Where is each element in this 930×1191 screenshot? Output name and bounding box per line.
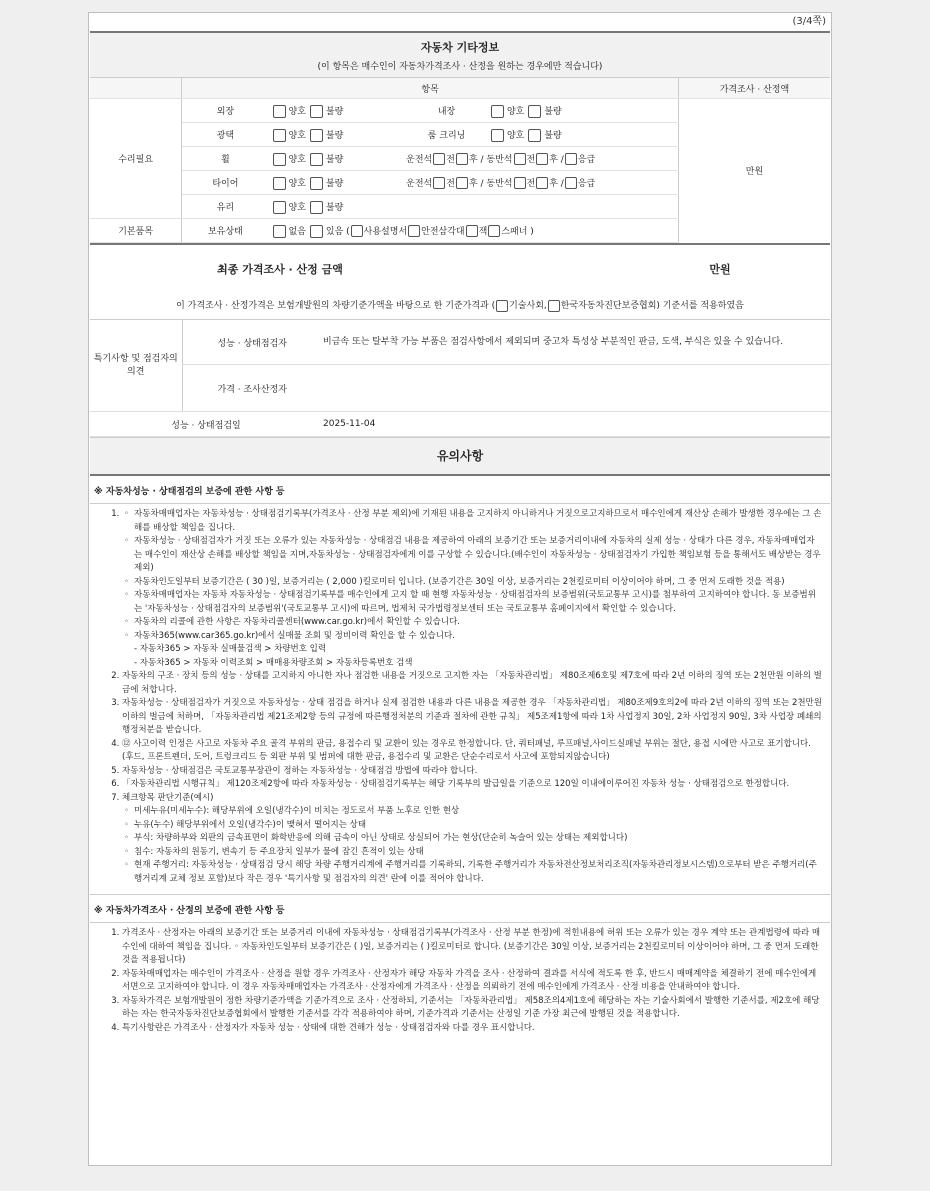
remarks-table (90, 320, 830, 437)
gloss-bad-checkbox[interactable] (310, 129, 323, 142)
wheel-bad-checkbox[interactable] (310, 153, 323, 166)
manual-checkbox[interactable] (351, 225, 363, 237)
remarks-label: 특기사항 및 점검자의 의견 (90, 320, 182, 412)
exterior-bad-checkbox[interactable] (310, 105, 323, 118)
notes-section1-list (90, 504, 830, 890)
final-basis-text: 이 가격조사 · 산정가격은 보험개발원의 차량기준가액을 바탕으로 한 기준가격과 ( 기술사회, 한국자동차진단보증협회) 기준서를 적용하였음 (90, 293, 830, 320)
notes-item-7: 7. 체크항목 판단기준(예시) ◦ 미세누유(미세누수): 해당부위에 오일(냉각수)이 비치는 정도로서 부품 노후로 인한 현상 ◦ 누유(누수) 해당부위에서 오일(냉각수)이 맺혀서 떨어지는 상태 ◦ 부식: 차량하부와 외판의 금속표면이 화학반응에 의해 금속이 아닌 상태로 상실되어 가는 현상(단순히 녹슬어 있는 상태는 제외합니다) ◦ 침수: 자동차의 원동기, 변속기 등 주요장치 일부가 물에 잠긴 흔적이 있는 상태 ◦ 현재 주행거리: 자동차성능 · 상태점검 당시 해당 차량 주행거리계에 주행거리를 기록하되, 기록한 주행거리가 자동차전산정보처리조직(자동차관리정보시스템)으로부터 받은 주행거리(주행거리계 교체 정보 포함)보다 작은 경우 '특기사항 및 점검자의 의견' 란에 이를 적어야 합니다. (122, 792, 822, 887)
final-price-section (90, 243, 830, 320)
final-price-unit: 만원 (709, 263, 731, 276)
notes-subitem: ◦ 부식: 차량하부와 외판의 금속표면이 화학반응에 의해 금속이 아닌 상태로 상실되어 가는 현상(단순히 녹슬어 있는 상태는 제외합니다) (122, 832, 822, 846)
glass-bad-checkbox[interactable] (310, 201, 323, 214)
room-cleaning-bad-checkbox[interactable] (528, 129, 541, 142)
wheel-passenger-front-checkbox[interactable] (514, 153, 526, 165)
row-label-interior: 내장 (406, 99, 487, 123)
notes-title: 유의사항 (90, 437, 830, 476)
notes-section2-item: 2. 자동차매매업자는 매수인이 가격조사 · 산정을 원할 경우 가격조사 · 산정자가 해당 자동차 가격을 조사 · 산정하여 결과를 서식에 적도록 한 후, 반드시 매매계약을 체결하기 전에 매수인에게 서면으로 고지하여야 합니다. 이 경우 자동차매매업자는 가격조사 · 산정자에게 가격조사 · 산정을 의뢰하기 전에 매수인에게 가격조사 · 산정 비용을 안내하여야 합니다. (122, 968, 822, 995)
wheel-driver-rear-checkbox[interactable] (456, 153, 468, 165)
interior-bad-checkbox[interactable] (528, 105, 541, 118)
wheel-good-checkbox[interactable] (273, 153, 286, 166)
wheel-driver-front-checkbox[interactable] (433, 153, 445, 165)
tire-driver-rear-checkbox[interactable] (456, 177, 468, 189)
gloss-good-checkbox[interactable] (273, 129, 286, 142)
tire-position-options: 운전석 전 후 / 동반석 전 후 / 응급 (406, 171, 678, 195)
notes-section2-list (90, 923, 830, 1039)
wheel-emergency-checkbox[interactable] (565, 153, 577, 165)
tire-bad-checkbox[interactable] (310, 177, 323, 190)
other-info-subtitle: (이 항목은 매수인이 자동차가격조사 · 산정을 원하는 경우에만 적습니다) (317, 62, 603, 72)
notes-item-5: 5. 자동차성능 · 상태점검은 국토교통부장관이 정하는 자동차성능 · 상태점검 방법에 따라야 합니다. (122, 765, 822, 779)
notes-item-1 (122, 508, 822, 670)
tire-driver-front-checkbox[interactable] (433, 177, 445, 189)
appraiser-label: 가격 · 조사산정자 (182, 365, 322, 412)
repair-needed-label: 수리필요 (90, 99, 182, 219)
row-label-room-cleaning: 룸 크리닝 (406, 123, 487, 147)
col-item-header: 항목 (182, 78, 679, 99)
notes-item-2: 2. 자동차의 구조 · 장치 등의 성능 · 상태를 고지하지 아니한 자나 점검한 내용을 거짓으로 고지한 자는 「자동차관리법」 제80조제6호및 제7호에 따라 2년 이하의 징역 또는 2천만원 이하의 벌금에 처합니다. (122, 670, 822, 697)
other-info-table: 항목 가격조사 · 산정액 수리필요 외장 양호 불량 내장 양호 불량 만원 광택 양호 불량 룸 크리닝 양호 불량 휠 양호 불량 운전석 전 후 / 동반석 전 후 / 응급 타이어 양호 불량 운전석 전 후 / 동반석 전 후 / 응급 유리 양호 불량 기본품목 보유상태 없음 있음 ( 사용설명서 안전삼각대 잭 스패너 ) (90, 78, 830, 243)
basic-items-label: 기본품목 (90, 219, 182, 243)
inspector-label: 성능 · 상태점검자 (182, 320, 322, 365)
row-label-wheel: 휠 (182, 147, 269, 171)
row-label-gloss: 광택 (182, 123, 269, 147)
inspection-date-value: 2025-11-04 (322, 412, 830, 437)
notes-section2-item: 3. 자동차가격은 보험개발원이 정한 차량기준가액을 기준가격으로 조사 · 산정하되, 기준서는 「자동차관리법」 제58조의4제1호에 해당하는 자는 기술사회에서 발행한 기준서를, 제2호에 해당하는 자는 한국자동차진단보증협회에서 발행한 기준서를 각각 적용하여야 하며, 기준가격과 기준서는 산정일 기준 가장 최근에 발행된 것을 적용합니다. (122, 995, 822, 1022)
appraiser-opinion (322, 365, 830, 412)
notes-section1-title: ※ 자동차성능 · 상태점검의 보증에 관한 사항 등 (90, 476, 830, 504)
possession-none-checkbox[interactable] (273, 225, 286, 238)
notes-item-3: 3. 자동차성능 · 상태점검자가 거짓으로 자동차성능 · 상태 점검을 하거나 실제 점검한 내용과 다른 내용을 제공한 경우 「자동차관리법」 제80조제9호의2에 따라 2년 이하의 징역 또는 2천만원 이하의 벌금에 처하며, 「자동차관리법 제21조제2항 등의 규정에 따른행정처분의 기준과 절차에 관한 규칙」 제5조제1항에 따라 1차 사업정지 30일, 2차 사업정지 90일, 3차 사업장 폐쇄의 행정처분을 받습니다. (122, 697, 822, 738)
notes-subitem: ◦ 현재 주행거리: 자동차성능 · 상태점검 당시 해당 차량 주행거리계에 주행거리를 기록하되, 기록한 주행거리가 자동차전산정보처리조직(자동차관리정보시스템)으로부터 받은 주행거리(주행거리계 교체 정보 포함)보다 작은 경우 '특기사항 및 점검자의 의견' 란에 이를 적어야 합니다. (122, 859, 822, 886)
notes-item-4: 4. ⑫ 사고이력 인정은 사고로 자동차 주요 골격 부위의 판금, 용접수리 및 교환이 있는 경우로 한정합니다. 단, 쿼터패널, 루프패널,사이드실패널 부위는 절단, 용접 시에만 사고로 표기합니다. (후드, 프론트펜더, 도어, 트렁크리드 등 외판 부위 및 범퍼에 대한 판금, 용접수리 및 교환은 단순수리로서 사고에 포함되지않습니다) (122, 738, 822, 765)
other-info-title: 자동차 기타정보 (420, 41, 500, 54)
wheel-passenger-rear-checkbox[interactable] (536, 153, 548, 165)
tire-good-checkbox[interactable] (273, 177, 286, 190)
notes-subitem: ◦ 자동차인도일부터 보증기간은 ( 30 )일, 보증거리는 ( 2,000 )킬로미터 입니다. (보증기간은 30일 이상, 보증거리는 2천킬로미터 이상이어야 하며, 그 중 먼저 도래한 것을 적용) (122, 576, 822, 590)
tire-passenger-front-checkbox[interactable] (514, 177, 526, 189)
notes-subitem: ◦ 누유(누수) 해당부위에서 오일(냉각수)이 맺혀서 떨어지는 상태 (122, 819, 822, 833)
wheel-position-options: 운전석 전 후 / 동반석 전 후 / 응급 (406, 147, 678, 171)
basis-association-checkbox[interactable] (548, 300, 560, 312)
room-cleaning-good-checkbox[interactable] (491, 129, 504, 142)
page-number: (3/4쪽) (792, 16, 826, 27)
triangle-checkbox[interactable] (408, 225, 420, 237)
price-unit: 만원 (745, 167, 764, 178)
possession-exists-checkbox[interactable] (310, 225, 323, 238)
inspection-sheet (88, 12, 832, 1166)
row-label-possession: 보유상태 (182, 219, 269, 243)
row-label-exterior: 외장 (182, 99, 269, 123)
possession-options: 없음 있음 ( 사용설명서 안전삼각대 잭 스패너 ) (269, 219, 679, 243)
inspector-opinion: 비금속 또는 탈부착 가능 부품은 점검사항에서 제외되며 중고차 특성상 부분적인 판금, 도색, 부식은 있을 수 있습니다. (322, 320, 830, 365)
row-label-glass: 유리 (182, 195, 269, 219)
notes-item-6: 6. 「자동차관리법 시행규칙」 제120조제2항에 따라 자동차성능 · 상태점검기록부는 해당 기록부의 발급일을 기준으로 120일 이내에이루어진 자동차 성능 · 상태점검으로 한정합니다. (122, 778, 822, 792)
notes-subitem: ◦ 자동차의 리콜에 관한 사항은 자동차리콜센터(www.car.go.kr)에서 확인할 수 있습니다. (122, 616, 822, 630)
row-label-tire: 타이어 (182, 171, 269, 195)
jack-checkbox[interactable] (466, 225, 478, 237)
notes-subitem: ◦ 자동차365(www.car365.go.kr)에서 실매물 조회 및 정비이력 확인을 할 수 있습니다. (122, 630, 822, 644)
glass-good-checkbox[interactable] (273, 201, 286, 214)
spanner-checkbox[interactable] (488, 225, 500, 237)
notes-section2-item: 1. 가격조사 · 산정자는 아래의 보증기간 또는 보증거리 이내에 자동차성능 · 상태점검기록부(가격조사 · 산정 부분 한정)에 적힌내용에 허위 또는 오류가 있는 경우 계약 또는 관계법령에 따라 매수인에 대하여 책임을 집니다. ◦ 자동차인도일부터 보증기간은 ( )일, 보증거리는 ( )킬로미터로 합니다. (보증기간은 30일 이상, 보증거리는 2천킬로미터 이상이어야 하며, 그 중 먼저 도래한 것을 적용됩니다) (122, 927, 822, 968)
notes-subitem: ◦ 자동차성능 · 상태점검자가 거짓 또는 오류가 있는 자동차성능 · 상태점검 내용을 제공하여 아래의 보증기간 또는 보증거리이내에 자동차의 실제 성능 · 상태가 다른 경우, 자동차매매업자는 매수인이 재산상 손해를 배상할 책임을 지며,자동차성능 · 상태점검자에게 이를 구상할 수 있습니다.(배수인이 자동차성능 · 상태점검자기 가입한 책임보험 등을 통해서도 배상받는 경우 제외) (122, 535, 822, 576)
basis-engineers-checkbox[interactable] (496, 300, 508, 312)
notes-subitem: ◦ 자동차매매업자는 자동차 자동차성능 · 상태점검기록부를 매수인에게 고지 할 때 현행 자동차성능 · 상태점검자의 보증범위(국토교통부 고시)를 첨부하여 고지하여야 합니다. 동 보증범위는 '자동차성능 · 상태점검자의 보증범위'(국토교통부 고시)에 따르며, 법제처 국가법령정보센터 또는 국토교통부 홈페이지에서 확인할 수 있습니다. (122, 589, 822, 616)
notes-subitem: ◦ 침수: 자동차의 원동기, 변속기 등 주요장치 일부가 물에 잠긴 흔적이 있는 상태 (122, 846, 822, 860)
final-price-label: 최종 가격조사 · 산정 금액 (217, 263, 343, 276)
col-price-header: 가격조사 · 산정액 (678, 78, 830, 99)
exterior-good-checkbox[interactable] (273, 105, 286, 118)
inspection-date-label: 성능 · 상태점검일 (90, 412, 322, 437)
other-info-header (90, 31, 830, 78)
interior-good-checkbox[interactable] (491, 105, 504, 118)
notes-dash-item: - 자동차365 > 자동차 실매물검색 > 차량번호 입력 (134, 644, 327, 654)
notes-section2-title: ※ 자동차가격조사 · 산정의 보증에 관한 사항 등 (90, 895, 830, 923)
notes-subitem: ◦ 미세누유(미세누수): 해당부위에 오일(냉각수)이 비치는 정도로서 부품 노후로 인한 현상 (122, 805, 822, 819)
tire-emergency-checkbox[interactable] (565, 177, 577, 189)
tire-passenger-rear-checkbox[interactable] (536, 177, 548, 189)
notes-dash-item: - 자동차365 > 자동차 이력조회 > 매매용차량조회 > 자동차등록번호 검색 (134, 657, 413, 668)
notes-section2-item: 4. 특기사항란은 가격조사 · 산정자가 자동차 성능 · 상태에 대한 견해가 성능 · 상태점검자와 다를 경우 표시합니다. (122, 1022, 822, 1036)
notes-subitem: ◦ 1. 자동차매매업자는 자동차성능 · 상태점검기록부(가격조사 · 산정 부분 제외)에 기재된 내용을 고지하지 아니하거나 거짓으로고지하므로서 매수인에게 재산상 손해가 발생한 경우에는 그 손해를 배상할 책임을 집니다. (122, 508, 822, 535)
